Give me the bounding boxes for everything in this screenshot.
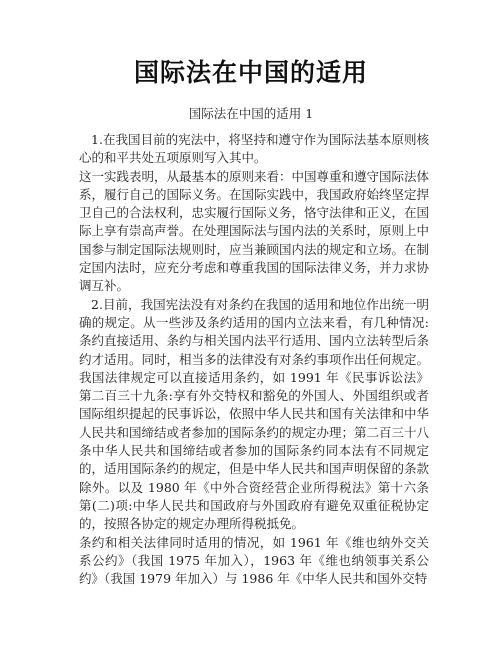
document-title: 国际法在中国的适用 (133, 58, 368, 87)
paragraph-4: 条约和相关法律同时适用的情况，如 1961 年《维也纳外交关系公约》（我国 1975 年加入），1963 年《维也纳领事关系公约》（我国 1979 年加入）与 1986 年《中华人民共和国外交特 (79, 534, 429, 587)
document-subtitle: 国际法在中国的适用 1 (188, 106, 314, 121)
paragraph-3: 2.目前，我国宪法没有对条约在我国的适用和地位作出统一明确的规定。从一些涉及条约适用的国内立法来看，有几种情况:条约直接适用、条约与相关国内法平行适用、国内立法转型后条约才适用。同时，相当多的法律没有对条约事项作出任何规定。我国法律规定可以直接适用条约，如 1991 年《民事诉讼法》第二百三十九条:享有外交特权和豁免的外国人、外国组织或者国际组织提起的民事诉讼，依照中华人民共和国有关法律和中华人民共和国缔结或者参加的国际条约的规定办理；第二百三十八条中华人民共和国缔结或者参加的国际条约同本法有不同规定的，适用国际条约的规定，但是中华人民共和国声明保留的条款除外。以及 1980 年《中外合资经营企业所得税法》第十六条第(二)项:中华人民共和国政府与外国政府有避免双重征税协定的，按照各协定的规定办理所得税抵免。 (79, 296, 430, 532)
document-body (79, 131, 429, 588)
paragraph-1: 1.在我国目前的宪法中，将坚持和遵守作为国际法基本原则核心的和平共处五项原则写入其中。 (79, 132, 429, 166)
paragraph-2: 这一实践表明，从最基本的原则来看：中国尊重和遵守国际法体系，履行自己的国际义务。在国际实践中，我国政府始终坚定捍卫自己的合法权利，忠实履行国际义务，恪守法律和正义，在国际上享有崇高声誉。在处理国际法与国内法的关系时，原则上中国参与制定国际法规则时，应当兼顾国内法的规定和立场。在制定国内法时，应充分考虑和尊重我国的国际法律义务，并力求协调互补。 (79, 168, 430, 294)
